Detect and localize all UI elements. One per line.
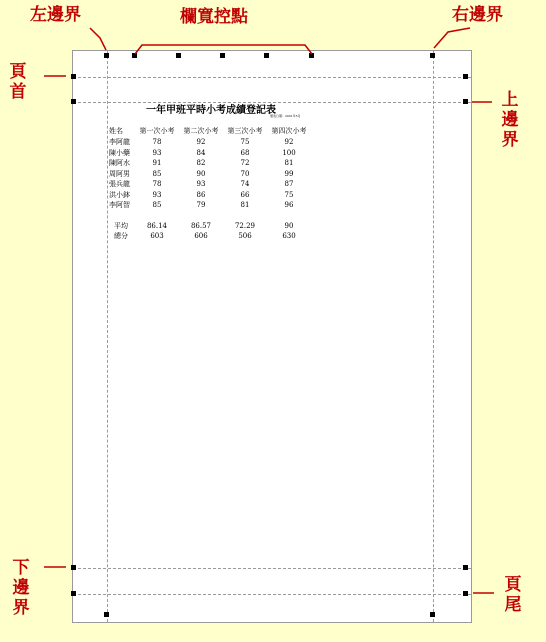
column-header-name: 姓名: [109, 127, 123, 135]
row-2-score-1: 91: [152, 159, 162, 167]
row-0-score-4: 92: [284, 138, 294, 146]
row-5-score-1: 93: [152, 191, 162, 199]
column-handles-bracket: [135, 45, 312, 54]
row-4-score-1: 78: [152, 180, 162, 188]
row-6-score-1: 85: [152, 201, 162, 209]
right-margin-label: 右邊界: [452, 5, 503, 25]
left-margin-arrow: [90, 28, 106, 50]
row-4-name: 張兵龍: [109, 180, 130, 188]
average-label: 平均: [114, 222, 128, 230]
row-3-name: 周阿男: [109, 170, 130, 178]
row-1-score-2: 84: [196, 149, 206, 157]
row-1-name: 陳小藥: [109, 149, 130, 157]
total-quiz-4: 630: [282, 232, 296, 240]
average-quiz-2: 86.57: [190, 222, 212, 230]
sheet-date: 製表日期：2001年5月: [270, 114, 301, 118]
total-quiz-3: 506: [238, 232, 252, 240]
row-3-score-4: 99: [284, 170, 294, 178]
total-quiz-2: 606: [194, 232, 208, 240]
row-1-score-3: 68: [240, 149, 250, 157]
row-3-score-3: 70: [240, 170, 250, 178]
row-0-name: 李阿龍: [109, 138, 130, 146]
row-0-score-1: 78: [152, 138, 162, 146]
row-0-score-3: 75: [240, 138, 250, 146]
footer-label: 頁尾: [504, 575, 522, 615]
row-2-score-3: 72: [240, 159, 250, 167]
sheet-title: 一年甲班平時小考成績登記表: [146, 105, 276, 116]
column-width-handles-label: 欄寬控點: [180, 7, 248, 27]
header-label: 頁首: [9, 62, 27, 102]
row-5-score-2: 86: [196, 191, 206, 199]
row-6-name: 李阿智: [109, 201, 130, 209]
row-2-score-2: 82: [196, 159, 206, 167]
total-quiz-1: 603: [150, 232, 164, 240]
column-header-quiz-4: 第四次小考: [271, 127, 307, 135]
row-2-name: 陳阿水: [109, 159, 130, 167]
total-label: 總分: [114, 232, 128, 240]
row-3-score-1: 85: [152, 170, 162, 178]
row-1-score-1: 93: [152, 149, 162, 157]
row-3-score-2: 90: [196, 170, 206, 178]
row-6-score-2: 79: [196, 201, 206, 209]
right-margin-arrow: [434, 28, 470, 48]
row-5-score-4: 75: [284, 191, 294, 199]
bottom-margin-label: 下邊界: [12, 558, 30, 618]
column-header-quiz-3: 第三次小考: [227, 127, 263, 135]
row-6-score-3: 81: [240, 201, 250, 209]
row-4-score-4: 87: [284, 180, 294, 188]
row-4-score-3: 74: [240, 180, 250, 188]
left-margin-label: 左邊界: [30, 5, 81, 25]
row-0-score-2: 92: [196, 138, 206, 146]
row-5-score-3: 66: [240, 191, 250, 199]
average-quiz-1: 86.14: [146, 222, 168, 230]
row-5-name: 洪小鉢: [109, 191, 130, 199]
average-quiz-3: 72.29: [234, 222, 256, 230]
row-1-score-4: 100: [282, 149, 296, 157]
average-quiz-4: 90: [284, 222, 294, 230]
column-header-quiz-2: 第二次小考: [183, 127, 219, 135]
top-margin-label: 上邊界: [501, 90, 519, 150]
row-2-score-4: 81: [284, 159, 294, 167]
row-4-score-2: 93: [196, 180, 206, 188]
column-header-quiz-1: 第一次小考: [139, 127, 175, 135]
row-6-score-4: 96: [284, 201, 294, 209]
